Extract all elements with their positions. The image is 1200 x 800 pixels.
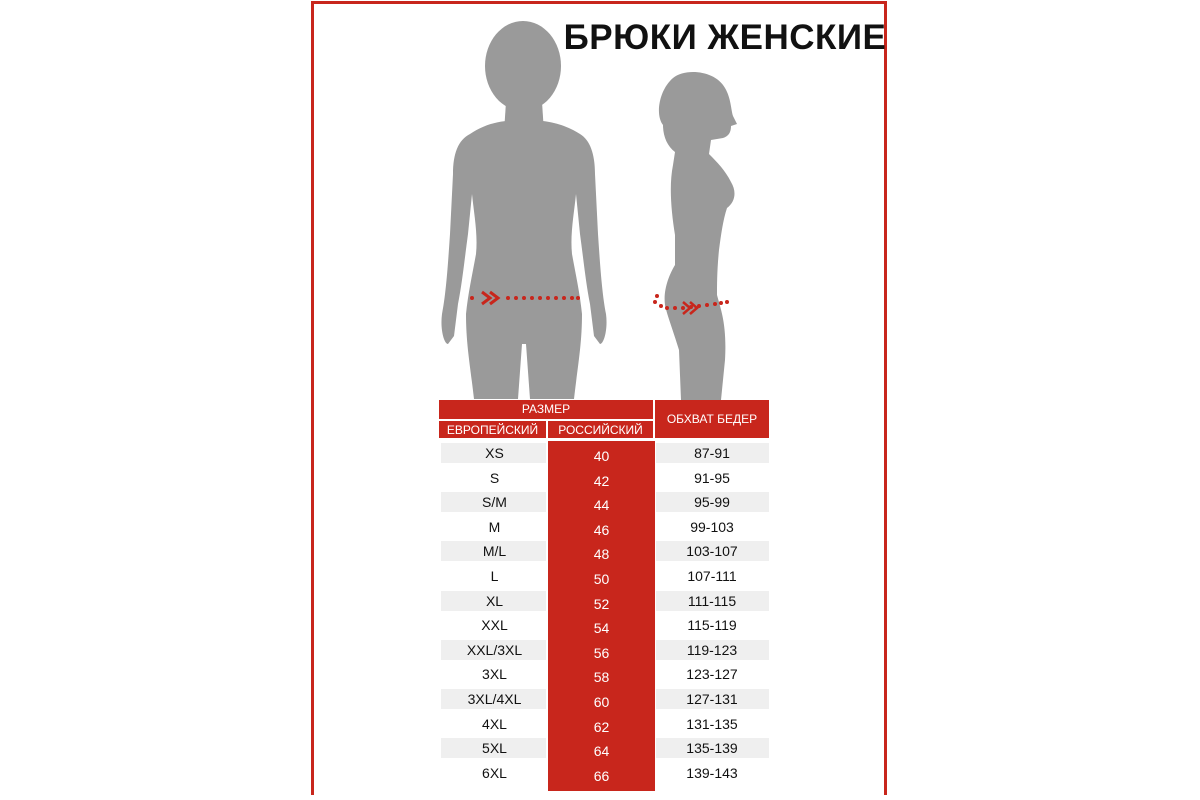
table-row [441, 761, 769, 785]
table-row [441, 687, 769, 711]
page-title: БРЮКИ ЖЕНСКИЕ [563, 18, 887, 57]
table-row [441, 613, 769, 637]
cell-european-size: XXL [481, 617, 508, 634]
cell-russian-size: 62 [593, 718, 610, 735]
cell-russian-size: 44 [593, 497, 610, 514]
cell-hip-girth: 119-123 [686, 641, 738, 658]
cell-european-size: 3XL [482, 666, 507, 683]
cell-russian-size: 42 [593, 472, 610, 489]
cell-russian-size: 64 [593, 743, 610, 760]
table-row [441, 589, 769, 613]
table-row [441, 736, 769, 760]
cell-european-size: L [490, 568, 499, 584]
cell-european-size: 5XL [482, 740, 507, 757]
cell-european-size: XXL/3XL [466, 641, 523, 658]
cell-russian-size: 46 [593, 521, 610, 538]
cell-russian-size: 54 [593, 620, 610, 637]
cell-european-size: S/M [482, 494, 507, 511]
cell-european-size: XL [485, 592, 504, 609]
table-row [441, 564, 769, 588]
cell-hip-girth: 103-107 [686, 543, 738, 560]
table-row [441, 466, 769, 490]
cell-russian-size: 58 [593, 669, 610, 686]
table-row [441, 539, 769, 563]
cell-hip-girth: 111-115 [687, 592, 737, 609]
cell-russian-size: 60 [593, 694, 610, 710]
table-row [441, 712, 769, 736]
front-silhouette-illustration [430, 14, 620, 404]
header-russian: РОССИЙСКИЙ [547, 420, 653, 438]
header-european: ЕВРОПЕЙСКИЙ [439, 420, 546, 438]
table-row [441, 441, 769, 465]
cell-russian-size: 40 [593, 448, 610, 464]
cell-russian-size: 66 [593, 767, 610, 784]
cell-european-size: 3XL/4XL [467, 691, 522, 707]
cell-hip-girth: 107-111 [687, 568, 737, 584]
cell-european-size: XS [485, 445, 504, 461]
cell-hip-girth: 127-131 [686, 691, 738, 707]
cell-hip-girth: 139-143 [686, 764, 738, 781]
header-size-group: РАЗМЕР [439, 400, 653, 419]
table-row [441, 662, 769, 686]
cell-hip-girth: 95-99 [694, 494, 730, 511]
cell-russian-size: 56 [593, 644, 610, 661]
cell-russian-size: 48 [593, 546, 610, 563]
cell-european-size: 6XL [482, 764, 507, 781]
cell-european-size: M/L [482, 543, 507, 560]
cell-hip-girth: 115-119 [687, 617, 737, 634]
cell-hip-girth: 123-127 [686, 666, 738, 683]
cell-european-size: M [488, 518, 501, 535]
cell-hip-girth: 87-91 [694, 445, 730, 461]
cell-russian-size: 50 [593, 571, 610, 587]
header-hip-girth: ОБХВАТ БЕДЕР [655, 400, 769, 438]
side-silhouette-illustration [645, 70, 745, 400]
cell-hip-girth: 135-139 [686, 740, 738, 757]
cell-european-size: S [489, 469, 500, 486]
cell-hip-girth: 131-135 [686, 715, 738, 732]
cell-russian-size: 52 [593, 595, 610, 612]
cell-hip-girth: 99-103 [690, 518, 734, 535]
cell-european-size: 4XL [482, 715, 507, 732]
cell-hip-girth: 91-95 [694, 469, 730, 486]
table-row [441, 490, 769, 514]
table-row [441, 638, 769, 662]
table-row [441, 515, 769, 539]
